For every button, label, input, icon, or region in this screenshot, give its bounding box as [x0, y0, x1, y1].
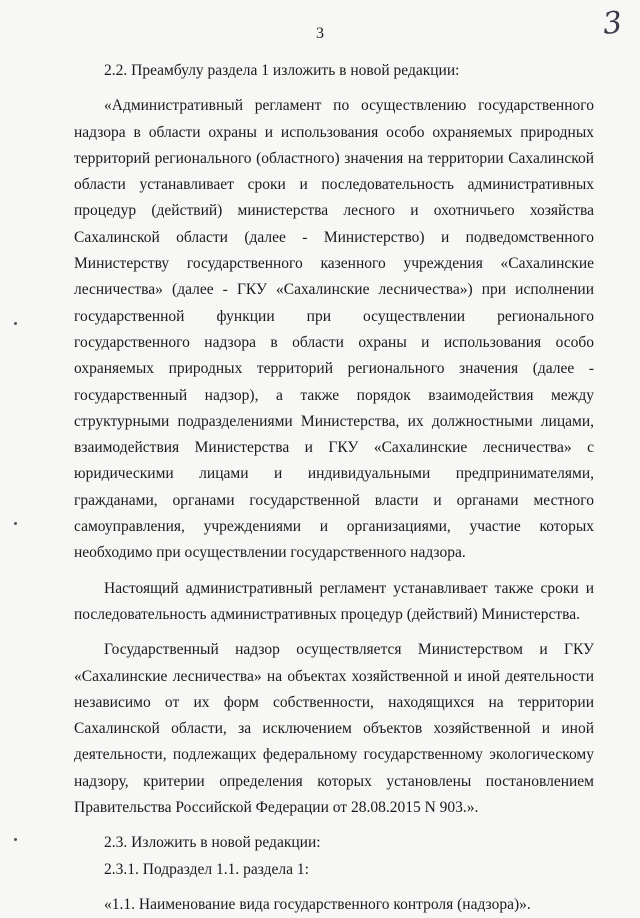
paragraph-deadlines: Настоящий административный регламент устанавливает также сроки и последовательность административных процедур (действий) Министерства. — [74, 579, 594, 623]
paragraph-section-2-3: 2.3. Изложить в новой редакции: — [104, 834, 321, 852]
paragraph-preamble-heading: 2.2. Преамбулу раздела 1 изложить в новой редакции: — [104, 62, 460, 79]
scan-artifact-dot — [14, 522, 17, 525]
paragraph-supervision-scope: Государственный надзор осуществляется Министерством и ГКУ «Сахалинские лесничества» на объектах хозяйственной и иной деятельности независимо от их форм собственности, находящихся на территории Сахалинской области, за исключением объектов хозяйственной и иной деятельности, подлежащих федеральному государственному экологическому надзору, критерии определения которых установлены постановлением Правительства Российской Федерации от 28.08.2015 N 903.». — [74, 641, 594, 817]
document-body — [74, 58, 594, 918]
paragraph-subsection-1-1-title: «1.1. Наименование вида государственного контроля (надзора)». — [104, 895, 531, 913]
paragraph-subsection-2-3-1: 2.3.1. Подраздел 1.1. раздела 1: — [104, 860, 309, 878]
page-number: 3 — [316, 25, 324, 42]
paragraph-regulation-preamble: «Административный регламент по осуществлению государственного надзора в области охраны и использования особо охраняемых природных территорий регионального (областного) значения на территории Сахалинской области устанавливает сроки и последовательность административных процедур (действий) министерства лесного и охотничьего хозяйства Сахалинской области (далее - Министерство) и подведомственного Министерству государственного казенного учреждения «Сахалинские лесничества» (далее - ГКУ «Сахалинские лесничества») при исполнении государственной функции при осуществлении регионального государственного надзора в области охраны и использования особо охраняемых природных территорий регионального значения (далее - государственный надзор), а также порядок взаимодействия между структурными подразделениями Министерства, их должностными лицами, взаимодействия Министерства и ГКУ «Сахалинские лесничества» с юридическими лицами и индивидуальными предпринимателями, гражданами, органами государственной власти и органами местного самоуправления, учреждениями и организациями, участие которых необходимо при осуществлении государственного надзора. — [74, 97, 594, 562]
scan-artifact-dot — [14, 838, 17, 841]
handwritten-page-mark: 3 — [601, 5, 624, 42]
scan-artifact-dot — [14, 322, 17, 325]
